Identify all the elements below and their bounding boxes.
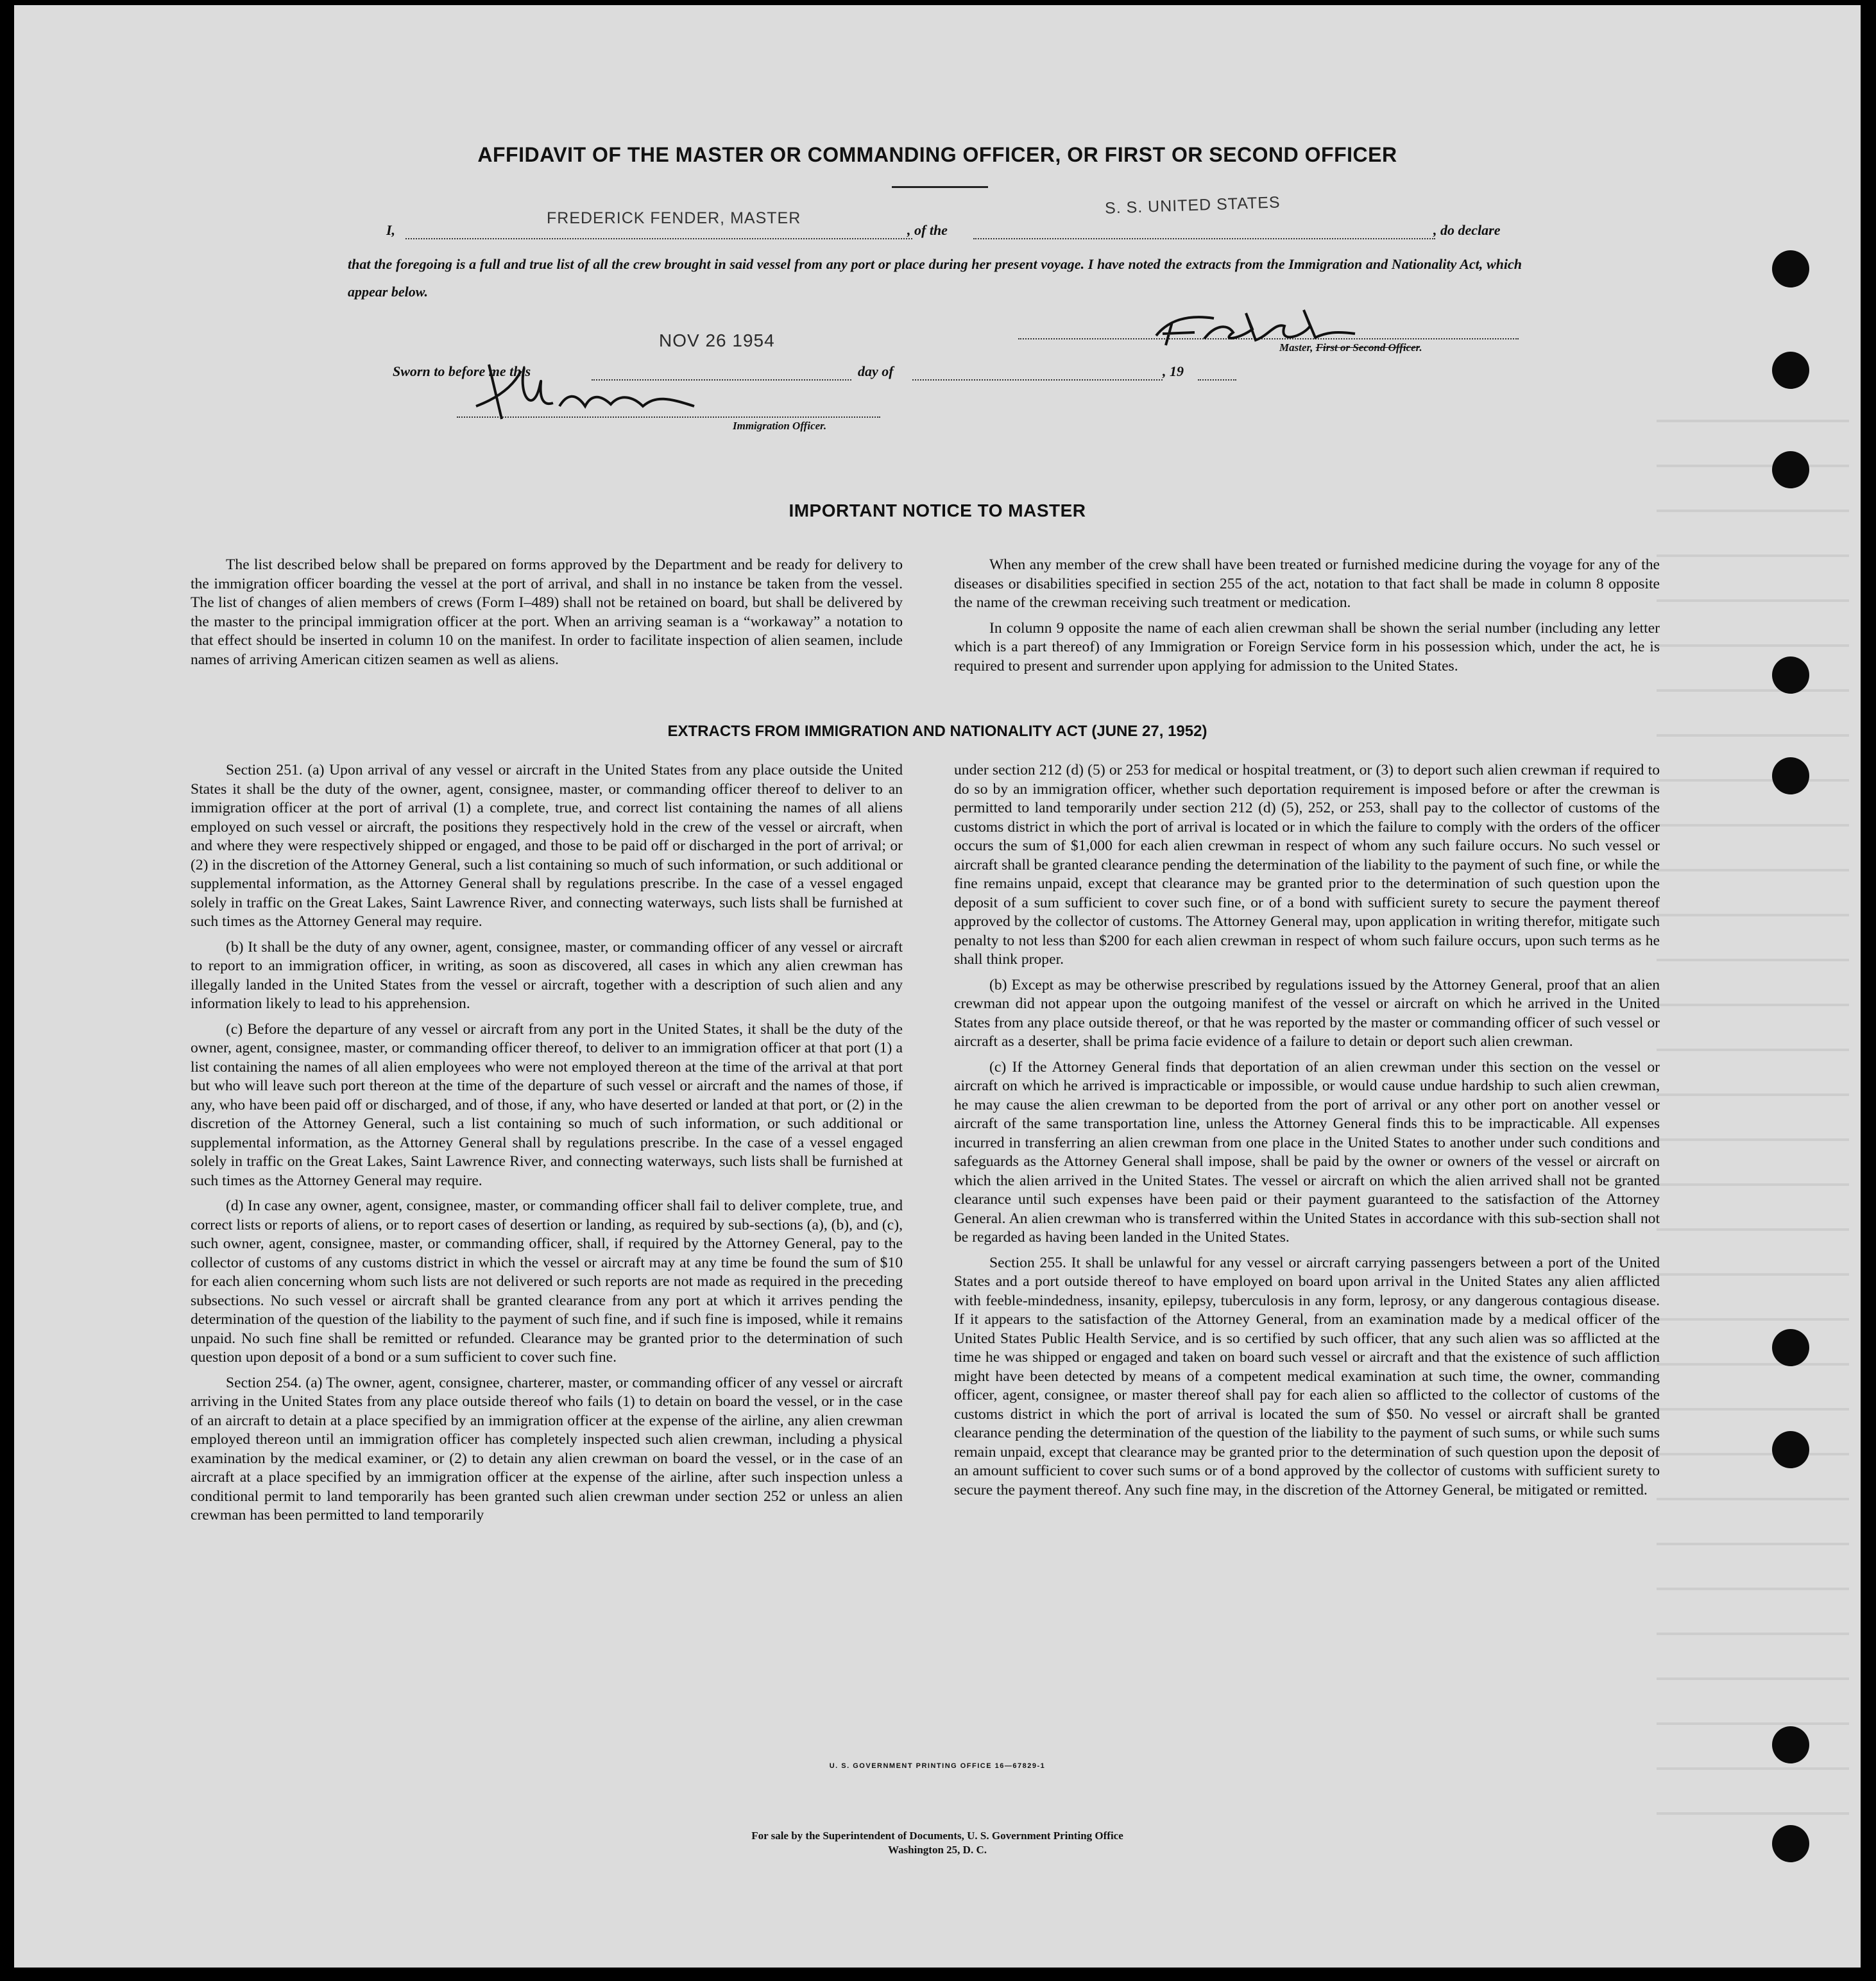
affidavit-title: AFFIDAVIT OF THE MASTER OR COMMANDING OFFICER, OR FIRST OR SECOND OFFICER (477, 143, 1397, 166)
binder-hole (1772, 352, 1809, 389)
extracts-right-column (954, 761, 1660, 1506)
extract-paragraph: (c) Before the departure of any vessel or aircraft from any port in the United States, it shall be the duty of the owner, agent, consignee, master, or commanding officer thereof, to deliver to an immigration officer at that port (1) a list containing the names of all alien employees who were not employed thereon at the time of the arrival at that port but who will leave such port thereon at the time of the departure of such vessel or aircraft and the names of those, if any, who have been paid off or discharged, and of those, if any, who have deserted or landed at that port, or (2) in the discretion of the Attorney General, such a list containing so much of such information, or such additional or supplemental information, as the Attorney General shall by regulations prescribe. In the case of a vessel engaged solely in traffic on the Great Lakes, Saint Lawrence River, and connecting waterways, such lists shall be furnished at such times as the Attorney General may require. (191, 1020, 903, 1189)
binder-hole (1772, 656, 1809, 694)
binder-hole (1772, 757, 1809, 794)
document-page (14, 5, 1861, 1968)
binder-hole (1772, 1726, 1809, 1763)
year-label: , 19 (1163, 363, 1184, 379)
declarant-blank (405, 237, 912, 239)
notice-left-column (191, 556, 903, 676)
master-caption-suffix: . (1419, 341, 1422, 354)
extract-paragraph: Section 254. (a) The owner, agent, consignee, charterer, master, or commanding officer of any vessel or aircraft arriving in the United States from any place outside thereof who fails (1) to detain on board the vessel, or in the case of an aircraft to detain at a place specified by an immigration officer at the expense of the airline, any alien crewman employed thereon until an immigration officer has completely inspected such alien crewman, including a physical examination by the medical examiner, or (2) to detain any alien crewman on board the vessel, or in the case of an aircraft at a place specified by an immigration officer at the expense of the airline, after such inspection unless a conditional permit to land temporarily has been granted such alien crewman under section 252 or unless an alien crewman has been permitted to land temporarily (191, 1374, 903, 1523)
extract-paragraph: Section 251. (a) Upon arrival of any vessel or aircraft in the United States from any place outside the United States it shall be the duty of the owner, agent, consignee, master, or commanding officer thereof to deliver to an immigration officer at the port of arrival (1) a complete, true, and correct list containing the names of all aliens employed on such vessel or aircraft, the positions they respectively hold in the crew of the vessel or aircraft, when and where they were respectively shipped or engaged, and those to be paid off or discharged in the port of arrival; or (2) in the discretion of the Attorney General, such a list containing so much of such information, or such additional or supplemental information, as the Attorney General shall by regulations prescribe. In the case of a vessel engaged solely in traffic on the Great Lakes, Saint Lawrence River, and connecting waterways, such lists shall be furnished at such times as the Attorney General may require. (191, 762, 903, 930)
year-blank (1198, 379, 1236, 381)
struck-officer-text: First or Second Officer (1315, 341, 1420, 354)
immigration-officer-signature (463, 345, 720, 435)
master-caption-prefix: Master, (1279, 341, 1316, 354)
extracts-title: EXTRACTS FROM IMMIGRATION AND NATIONALITY ACT (JUNE 27, 1952) (667, 723, 1207, 740)
immigration-officer-caption: Immigration Officer. (733, 420, 827, 432)
extract-paragraph: (b) Except as may be otherwise prescribed by regulations issued by the Attorney General, proof that an alien crewman did not appear upon the outgoing manifest of the vessel or aircraft on which he arrived in the United States from any place outside thereof, or that he was reported by the master or commanding officer of such vessel or aircraft as a deserter, shall be prima facie evidence of a failure to detain or deport such alien crewman. (954, 976, 1660, 1050)
title-divider (892, 186, 988, 188)
vessel-blank (973, 237, 1435, 239)
immigration-officer-line (457, 416, 880, 418)
month-blank (912, 379, 1163, 381)
master-caption (1279, 341, 1422, 354)
for-sale-line-1: For sale by the Superintendent of Documents, U. S. Government Printing Office (751, 1830, 1123, 1842)
declaration-text: that the foregoing is a full and true list of all the crew brought in said vessel from any port or place during her present voyage. I have noted the extracts from the Immigration and Nationality Act, which appear below. (348, 256, 1522, 300)
master-name: FREDERICK FENDER, MASTER (547, 209, 801, 227)
vessel-name: S. S. UNITED STATES (1104, 193, 1281, 218)
binder-hole (1772, 1431, 1809, 1468)
do-declare-label: , do declare (1433, 222, 1501, 238)
for-sale-line-2: Washington 25, D. C. (888, 1844, 987, 1856)
binder-hole (1772, 250, 1809, 287)
extract-paragraph: (d) In case any owner, agent, consignee, master, or commanding officer shall fail to deliver complete, true, and correct lists or reports of aliens, or to report cases of desertion or landing, as required by sub-sections (a), (b), and (c), such owner, agent, consignee, master, or commanding officer, shall, if required by the Attorney General, pay to the collector of customs of any customs district in which the vessel or aircraft may at any time be found the sum of $10 for each alien concerning whom such lists are not delivered or such reports are not made as required in the preceding subsections. No such vessel or aircraft shall be granted clearance from any port at which it arrives pending the determination of the question of the liability to the payment of such fine, and if such fine is imposed, while it remains unpaid. No such fine shall be remitted or refunded. Clearance may be granted prior to the determination of such question upon deposit of a bond or a sum sufficient to cover such fine. (191, 1197, 903, 1366)
extract-paragraph: Section 255. It shall be unlawful for any vessel or aircraft carrying passengers between a port of the United States and a port outside thereof to have employed on board upon arrival in the United States any alien afflicted with feeble-mindedness, insanity, epilepsy, tuberculosis in any form, leprosy, or any dangerous contagious disease. If it appears to the satisfaction of the Attorney General, from an examination made by a medical officer of the United States Public Health Service, and is so certified by such officer, that any such alien was so afflicted at the time he was shipped or engaged and taken on board such vessel or aircraft and that the existence of such affliction might have been detected by means of a competent medical examination at such time, the owner, commanding officer, agent, consignee, or master thereof shall pay for each alien so afflicted to the collector of customs of the customs district in which the port of arrival is located the sum of $50. No vessel or aircraft shall be granted clearance pending the determination of the question of the liability to the payment of such sums, or while such sums remain unpaid, except that clearance may be granted prior to the determination of such question upon the deposit of an amount sufficient to cover such sums or of a bond approved by the collector of customs with sufficient surety to secure the payment thereof. Any such fine may, in the discretion of the Attorney General, be mitigated or remitted. (954, 1254, 1660, 1498)
notice-paragraph: When any member of the crew shall have been treated or furnished medicine during the voyage for any of the diseases or disabilities specified in section 255 of the act, notation to that fact shall be made in column 8 opposite the name of the crewman receiving such treatment or medication. (954, 556, 1660, 611)
extract-paragraph: (b) It shall be the duty of any owner, agent, consignee, master, or commanding officer of any vessel or aircraft to report to an immigration officer, in writing, as soon as discovered, all cases in which any alien crewman has illegally landed in the United States from the vessel or aircraft, together with a description of such alien and any information likely to lead to his apprehension. (191, 938, 903, 1012)
extracts-left-column (191, 761, 903, 1532)
notice-right-column (954, 556, 1660, 682)
printing-office-imprint: U. S. GOVERNMENT PRINTING OFFICE 16—67829-1 (829, 1762, 1046, 1770)
day-of-label: day of (858, 363, 894, 379)
binder-hole (1772, 451, 1809, 488)
extract-paragraph: (c) If the Attorney General finds that deportation of an alien crewman under this section on the vessel or aircraft on which he arrived is impracticable or impossible, or would cause undue hardship to such alien crewman, he may cause the alien crewman to be deported from the port of arrival or any other port on another vessel or aircraft of the same transportation line, unless the Attorney General finds this to be impracticable. All expenses incurred in transferring an alien crewman from one place in the United States to another under such conditions and safeguards as the Attorney General shall impose, shall be paid by the owner or owners of the vessel or aircraft on which the alien arrived in the United States. The vessel or aircraft on which the alien arrived shall not be granted clearance until such expenses have been paid or their payment guaranteed to the satisfaction of the Attorney General. An alien crewman who is transferred within the United States in accordance with this sub-section shall not be regarded as having been landed in the United States. (954, 1058, 1660, 1246)
sworn-label: Sworn to before me this (393, 363, 531, 379)
declarant-prefix: I, (386, 222, 396, 238)
of-the-label: , of the (907, 222, 948, 238)
bleed-through-area (1657, 377, 1849, 1853)
notice-paragraph: In column 9 opposite the name of each alien crewman shall be shown the serial number (including any letter which is a part thereof) of any Immigration or Foreign Service form in his possession which, under the act, he is required to present and surrender upon applying for admission to the United States. (954, 619, 1660, 674)
notice-paragraph: The list described below shall be prepared on forms approved by the Department and be ready for delivery to the immigration officer boarding the vessel at the port of arrival, and shall in no instance be taken from the vessel. The list of changes of alien members of crews (Form I–489) shall not be retained on board, but shall be delivered by the master to the principal immigration officer at the port. When an arriving seaman is a “workaway” a notation to that effect should be inserted in column 10 on the manifest. In order to facilitate inspection of alien seamen, include names of arriving American citizen seamen as well as aliens. (191, 556, 903, 668)
notice-title: IMPORTANT NOTICE TO MASTER (789, 501, 1086, 520)
extract-paragraph: under section 212 (d) (5) or 253 for medical or hospital treatment, or (3) to deport such alien crewman if required to do so by an immigration officer, whether such deportation requirement is imposed before or after the crewman is permitted to land temporarily under section 212 (d) (5), 252, or 253, shall pay to the collector of customs of the customs district in which the port of arrival is located or in which the failure to comply with the orders of the officer occurs the sum of $1,000 for each alien crewman in respect of whom any such failure occurs. No such vessel or aircraft shall be granted clearance pending the determination of the liability to the payment of such fine, or while the fine remains unpaid, except that clearance may be granted prior to the determination of such question upon the deposit of a sum sufficient to cover such fine, or of a bond with sufficient surety to secure the payment thereof approved by the collector of customs. The Attorney General may, upon application in writing therefor, mitigate such penalty to not less than $200 for each alien crewman in respect of whom such failure occurs, upon such terms as he shall think proper. (954, 762, 1660, 968)
binder-hole (1772, 1329, 1809, 1366)
date-stamp: NOV 26 1954 (659, 330, 775, 350)
